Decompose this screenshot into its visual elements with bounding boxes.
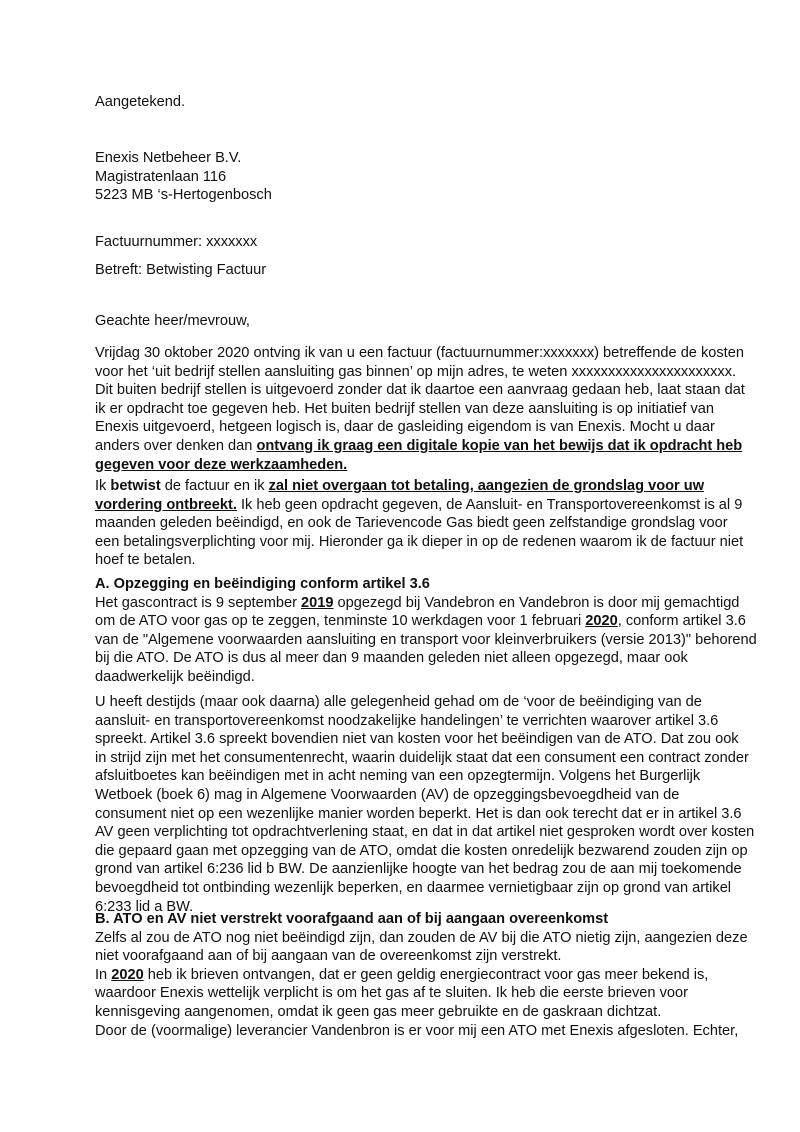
paragraph-line: grond van artikel 6:236 lid b BW. De aanzienlijke hoogte van het bedrag zou de aan mij toekomende: [95, 861, 742, 878]
paragraph-line: AV geen verplichting tot opdrachtverlening staat, en dat in dat artikel niet gesproken wordt over kosten: [95, 824, 755, 841]
paragraph-consumer-law: [95, 693, 755, 916]
paragraph-line: kennisgeving aangenomen, omdat ik geen gas meer gebruikte en de gaskraan dichtzat.: [95, 1003, 662, 1020]
paragraph-dispute: [95, 477, 744, 570]
text-run: heb ik brieven ontvangen, dat er geen geldig energiecontract voor gas meer bekend is,: [143, 966, 709, 983]
text-run: Het gascontract is 9 september: [95, 594, 302, 611]
paragraph-line: waardoor Enexis wettelijk verplicht is om het gas af te sluiten. Ik heb die eerste brieven voor: [95, 985, 688, 1002]
paragraph-line: [95, 477, 715, 496]
invoice-number-text: Factuurnummer: xxxxxxx: [95, 234, 258, 250]
subject: [95, 261, 715, 280]
text-run: anders over denken dan: [95, 437, 257, 454]
emphasis-no-payment: zal niet overgaan tot betaling, aangezien de grondslag voor uw: [268, 478, 705, 494]
paragraph-line: van de "Algemene voorwaarden aansluiting en transport voor kleinverbruikers (versie 2013)" behorend: [95, 631, 757, 648]
emphasis-year: 2020: [111, 966, 144, 983]
paragraph-line: niet voorafgaand aan of bij aangaan van de overeenkomst zijn verstrekt.: [95, 948, 562, 965]
salutation-text: Geachte heer/mevrouw,: [95, 313, 250, 329]
text-run: , conform artikel 3.6: [617, 613, 746, 630]
text-run: de factuur en ik: [160, 478, 269, 494]
paragraph-line: maanden geleden beëindigd, en ook de Tarievencode Gas biedt geen zelfstandige grondslag voor: [95, 515, 728, 532]
paragraph-line: Wetboek (boek 6) mag in Algemene Voorwaarden (AV) de opzeggingsbevoegdheid van de: [95, 786, 680, 803]
paragraph-line: U heeft destijds (maar ook daarna) alle gelegenheid gehad om de ‘voor de beëindiging van de: [95, 694, 702, 710]
address-company: Enexis Netbeheer B.V.: [95, 150, 242, 166]
paragraph-line: ik er opdracht toe gegeven heb. Het buiten bedrijf stellen van deze aansluiting is op initiatief van: [95, 400, 715, 417]
paragraph-line: Door de (voormalige) leverancier Vandenbron is er voor mij een ATO met Enexis afgesloten. Echter,: [95, 1022, 739, 1039]
paragraph-line: Zelfs al zou de ATO nog niet beëindigd zijn, dan zouden de AV bij die ATO nietig zijn, aangezien deze: [95, 929, 748, 946]
paragraph-line: een betalingsverplichting voor mij. Hieronder ga ik dieper in op de redenen waarom ik de factuur niet: [95, 533, 744, 550]
text-run: In: [95, 966, 112, 983]
recipient-address: [95, 149, 715, 205]
emphasis-year: 2019: [301, 594, 334, 611]
paragraph-line: [95, 612, 746, 631]
salutation: [95, 312, 715, 331]
text-run: Ik heb geen opdracht gegeven, de Aansluit- en Transportovereenkomst is al 9: [236, 496, 743, 513]
section-b: [95, 910, 748, 1040]
paragraph-line: hoef te betalen.: [95, 552, 196, 569]
registered-mark: [95, 93, 715, 112]
paragraph-line: aansluit- en transportovereenkomst noodzakelijke handelingen’ te verrichten waarover artikel 3.6: [95, 712, 719, 729]
text-run: opgezegd bij Vandebron en Vandebron is door mij gemachtigd: [333, 594, 740, 611]
paragraph-line: spreekt. Artikel 3.6 spreekt bovendien niet van kosten voor het beëindigen van de ATO. Dat zou ook: [95, 731, 739, 748]
subject-text: Betreft: Betwisting Factuur: [95, 262, 267, 278]
paragraph-line: [95, 966, 715, 985]
paragraph-line: Enexis uitgevoerd, hetgeen logisch is, daar de gasleiding eigendom is van Enexis. Mocht u daar: [95, 419, 715, 436]
paragraph-line: in strijd zijn met het consumentenrecht, waarin duidelijk staat dat een consument een contract zonder: [95, 749, 749, 766]
address-street: Magistratenlaan 116: [95, 168, 227, 185]
section-a: [95, 575, 757, 687]
emphasis-year: 2020: [585, 613, 618, 630]
paragraph-line: [95, 496, 743, 515]
paragraph-line: [95, 594, 740, 613]
paragraph-line: 6:233 lid a BW.: [95, 898, 194, 915]
invoice-number: [95, 233, 715, 252]
paragraph-line: bevoegdheid tot ontbinding wezenlijk beperken, en daarmee vernietigbaar zijn op grond van artikel: [95, 879, 732, 896]
section-a-heading: A. Opzegging en beëindiging conform artikel 3.6: [95, 576, 430, 592]
paragraph-line: afsluitboetes kan beëindigen met in acht neming van een opzegtermijn. Volgens het Burgerlijk: [95, 768, 701, 785]
paragraph-line: die gepaard gaan met opzegging van de ATO, omdat die kosten onredelijk bezwarend zouden zijn op: [95, 842, 748, 859]
emphasis-request-copy-end: gegeven voor deze werkzaamheden.: [95, 456, 348, 473]
paragraph-line: bij die ATO. De ATO is dus al meer dan 9 maanden geleden niet alleen opgezegd, maar ook: [95, 650, 688, 667]
text-run: Ik: [95, 478, 111, 494]
address-postal-city: 5223 MB ‘s-Hertogenbosch: [95, 187, 272, 204]
paragraph-line: Vrijdag 30 oktober 2020 ontving ik van u een factuur (factuurnummer:xxxxxxx) betreffende de kosten: [95, 345, 744, 361]
registered-text: Aangetekend.: [95, 94, 186, 110]
paragraph-invoice-received: [95, 344, 745, 474]
paragraph-line: voor het ‘uit bedrijf stellen aansluiting gas binnen’ op mijn adres, te weten xxxxxxxxxxxxxxxxxxxxxx.: [95, 363, 737, 380]
paragraph-line: consument niet op een wezenlijke manier worden beperkt. Het is dan ook terecht dat er in artikel 3.6: [95, 805, 742, 822]
emphasis-dispute: betwist: [110, 478, 161, 494]
paragraph-line: daadwerkelijk beëindigd.: [95, 668, 255, 685]
emphasis-no-payment-end: vordering ontbreekt.: [95, 496, 237, 513]
text-run: om de ATO voor gas op te zeggen, tenminste 10 werkdagen voor 1 februari: [95, 613, 586, 630]
paragraph-line: [95, 437, 743, 456]
section-b-heading: B. ATO en AV niet verstrekt voorafgaand aan of bij aangaan overeenkomst: [95, 911, 609, 927]
paragraph-line: [95, 456, 715, 475]
emphasis-request-copy: ontvang ik graag een digitale kopie van het bewijs dat ik opdracht heb: [256, 437, 743, 454]
paragraph-line: Dit buiten bedrijf stellen is uitgevoerd zonder dat ik daartoe een aanvraag gedaan heb, laat staan dat: [95, 382, 745, 399]
